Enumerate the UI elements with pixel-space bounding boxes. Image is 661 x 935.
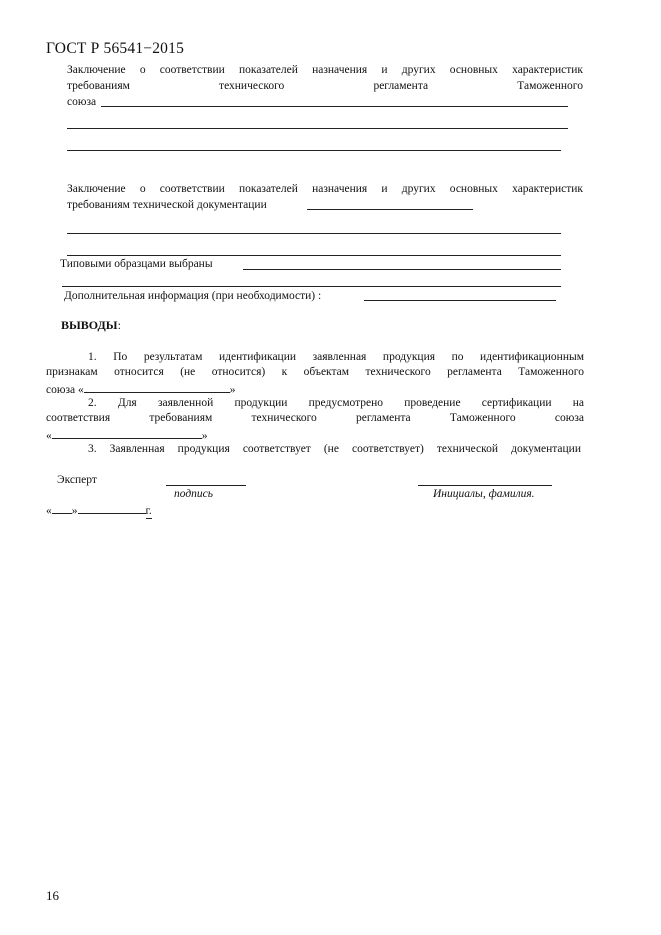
month-blank[interactable]: [78, 502, 146, 514]
blank-line[interactable]: [67, 255, 561, 256]
date-year: г.: [145, 505, 152, 517]
item2-line3: [46, 427, 208, 443]
word: Таможенного: [517, 80, 583, 92]
blank-line[interactable]: [67, 128, 568, 129]
blank-line[interactable]: [67, 150, 561, 151]
item1-line1: 1. По результатам идентификации заявленная продукция по идентификационным: [88, 351, 584, 363]
word: технического: [219, 80, 285, 92]
conclusion-purpose-line2: [67, 79, 583, 93]
name-line[interactable]: [418, 485, 552, 486]
word: технического: [251, 412, 317, 424]
blank-line[interactable]: [67, 233, 561, 234]
blank-line[interactable]: [307, 209, 473, 210]
conclusions-heading: [61, 318, 121, 332]
day-blank[interactable]: [52, 502, 72, 514]
word: требованиям: [67, 80, 130, 92]
conclusion-purpose-line3: союза: [67, 96, 97, 108]
date-mid: »: [71, 505, 78, 517]
document-header: ГОСТ Р 56541−2015: [46, 40, 185, 57]
signature-caption: подпись: [174, 488, 214, 500]
word: регламента: [356, 412, 411, 424]
word: Таможенного: [449, 412, 516, 424]
item1-line2: признакам относится (не относится) к объектам технического регламента Таможенного: [46, 366, 584, 378]
conclusion-docs-text: Заключение о соответствии показателей назначения и других основных характеристик: [67, 183, 583, 195]
conclusion-purpose-text: Заключение о соответствии показателей назначения и других основных характеристик: [67, 64, 583, 76]
word: союза: [554, 412, 584, 424]
item3-text: 3. Заявленная продукция соответствует (не соответствует) технической документации: [88, 443, 581, 455]
signature-line[interactable]: [166, 485, 246, 486]
regulation-blank[interactable]: [52, 427, 202, 439]
samples-label: Типовыми образцами выбраны: [60, 258, 213, 270]
extra-info-label: Дополнительная информация (при необходимости) :: [64, 290, 322, 302]
quote-close: »: [229, 384, 236, 396]
blank-line[interactable]: [101, 106, 568, 107]
quote-open: «: [46, 430, 52, 442]
samples-blank-line[interactable]: [243, 269, 561, 270]
item1-line3: [46, 381, 235, 397]
union-prefix: союза «: [46, 384, 84, 396]
conclusions-colon: :: [117, 318, 121, 332]
word: соответствия: [46, 412, 111, 424]
conclusions-title: ВЫВОДЫ: [61, 318, 118, 332]
item2-line2: [46, 411, 584, 425]
expert-label: Эксперт: [57, 474, 97, 486]
word: регламента: [373, 80, 429, 92]
blank-line[interactable]: [62, 286, 561, 287]
date-field: [46, 502, 152, 519]
page-number: 16: [46, 888, 59, 903]
date-open: «: [46, 505, 52, 517]
quote-close: »: [201, 430, 208, 442]
conclusion-docs-line2: требованиям технической документации: [67, 199, 267, 211]
regulation-blank[interactable]: [84, 381, 230, 393]
word: требованиям: [149, 412, 213, 424]
extra-info-blank-line[interactable]: [364, 300, 556, 301]
item2-line1: 2. Для заявленной продукции предусмотрено проведение сертификации на: [88, 397, 584, 409]
name-caption: Инициалы, фамилия.: [433, 488, 535, 500]
